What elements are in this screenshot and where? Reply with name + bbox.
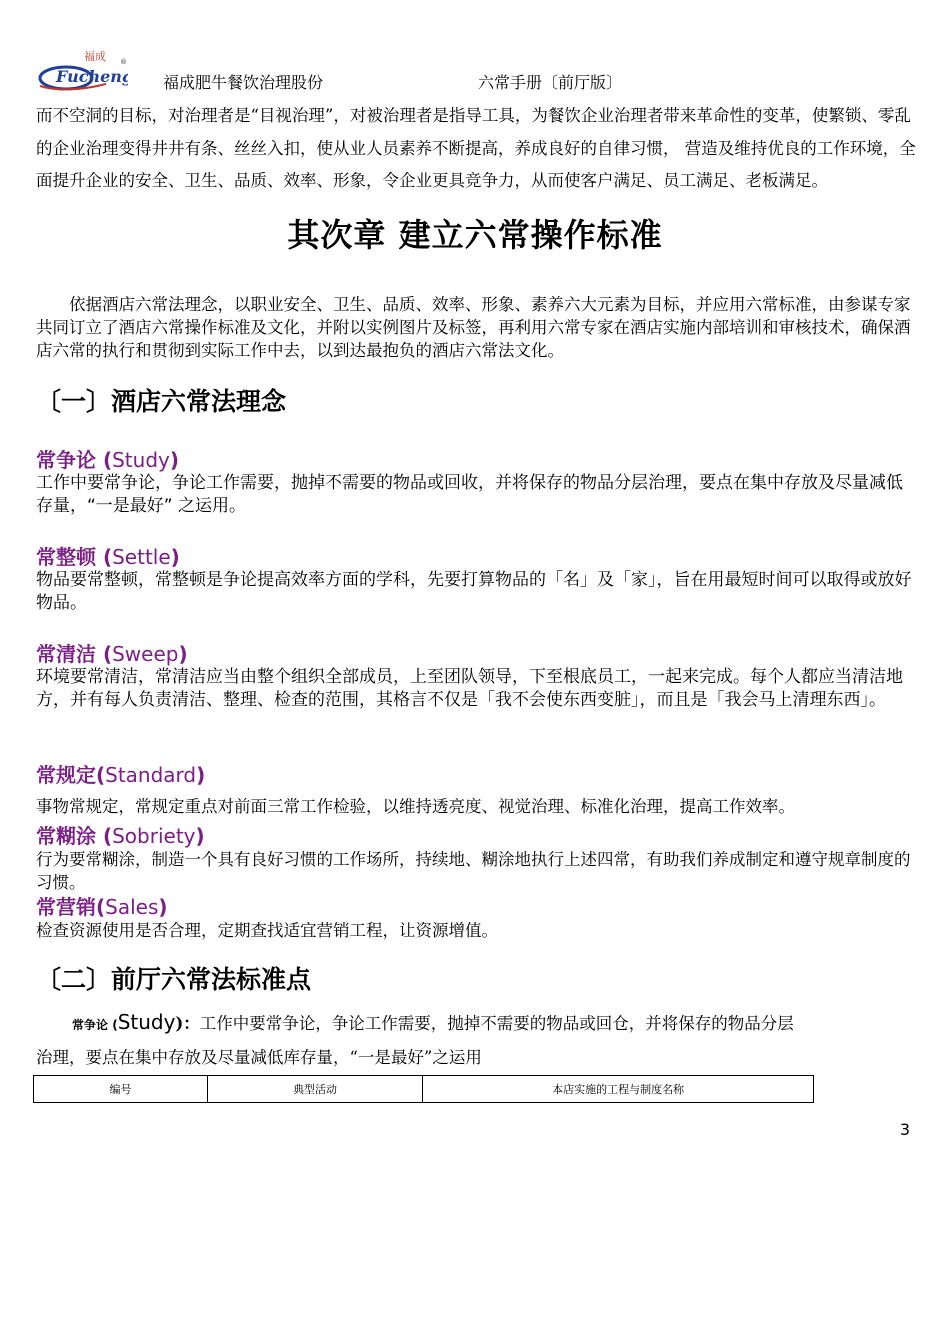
table-header-project: 本店实施的工程与制度名称 — [423, 1076, 814, 1103]
section-2-title: 〔二〕前厅六常法标准点 — [36, 965, 312, 994]
header-manual-title: 六常手册〔前厅版〕 — [478, 73, 623, 92]
term-sweep-desc: 环境要常清洁，常清洁应当由整个组织全部成员，上至团队领导，下至根底员工，一起来完成。每个人都应当清洁地方，并有每人负责清洁、整理、检查的范围，其格言不仅是「我不会使东西变脏」，而且是「我会马上清理东西」。 — [36, 667, 903, 710]
term-sobriety-heading: 常糊涂 (Sobriety) — [36, 824, 205, 848]
term-sobriety-desc: 行为要常糊涂，制造一个具有良好习惯的工作场所，持续地、糊涂地执行上述四常，有助我们养成制定和遵守规章制度的习惯。 — [36, 850, 911, 892]
logo-en-text: Fucheng — [56, 67, 128, 86]
term-study-desc: 工作中要常争论，争论工作需要，抛掉不需要的物品或回收，并将保存的物品分层治理，要点在集中存放及尽量减低存量，“一是最好” 之运用。 — [36, 473, 903, 516]
logo-graphic — [36, 46, 128, 94]
term-sweep-heading: 常清洁 (Sweep) — [36, 642, 188, 666]
term-standard-desc: 事物常规定，常规定重点对前面三常工作检验，以维持透亮度、视觉治理、标准化治理，提高工作效率。 — [36, 797, 795, 816]
term-standard-heading: 常规定(Standard) — [36, 763, 206, 787]
header-company: 福成肥牛餐饮治理股份 — [163, 73, 324, 92]
page-number: 3 — [899, 1120, 910, 1139]
term-settle-heading: 常整顿 (Settle) — [36, 545, 180, 569]
standard-point-en: Study — [117, 1010, 176, 1034]
term-sales-heading: 常营销(Sales) — [36, 895, 168, 919]
standard-point-line2: 治理，要点在集中存放及尽量减低库存量，“一是最好”之运用 — [36, 1048, 482, 1067]
section-1-title: 〔一〕酒店六常法理念 — [36, 387, 287, 416]
term-sales-desc: 检查资源使用是否合理，定期查找适宜营销工程，让资源增值。 — [36, 921, 498, 940]
standard-point-label: 常争论 — [72, 1018, 109, 1032]
standard-point-line1: 常争论 (Study)：工作中要常争论，争论工作需要，抛掉不需要的物品或回仓，并将保存的物品分层 — [72, 1010, 794, 1034]
intro-paragraph: 而不空洞的目标，对治理者是“目视治理”，对被治理者是指导工具，为餐饮企业治理者带来革命性的变革，使繁锁、零乱的企业治理变得井井有条、丝丝入扣，使从业人员素养不断提高，养成良好的自律习惯， 营造及维持优良的工作环境，全面提升企业的安全、卫生、品质、效率、形象，令企业更具竞争力，从而使客户满足、员工满足、老板满足。 — [36, 106, 916, 190]
table-header-row — [34, 1076, 814, 1103]
table-header-number: 编号 — [34, 1076, 208, 1103]
chapter-title: 其次章 建立六常操作标准 — [287, 216, 663, 254]
logo-cn-text: 福成 — [84, 50, 106, 63]
standards-table — [33, 1075, 814, 1103]
chapter-intro: 依据酒店六常法理念，以职业安全、卫生、品质、效率、形象、素养六大元素为目标，并应用六常标准，由参谋专家共同订立了酒店六常操作标准及文化，并附以实例图片及标签，再利用六常专家在酒店实施内部培训和审核技术，确保酒店六常的执行和贯彻到实际工作中去，以到达最抱负的酒店六常法文化。 — [36, 295, 911, 360]
term-study-heading: 常争论 (Study) — [36, 448, 179, 472]
logo-registered-mark: ® — [120, 58, 127, 66]
company-logo — [36, 46, 128, 94]
term-settle-desc: 物品要常整顿，常整顿是争论提高效率方面的学科，先要打算物品的「名」及「家」，旨在用最短时间可以取得或放好物品。 — [36, 570, 912, 613]
table-header-activity: 典型活动 — [207, 1076, 422, 1103]
standard-point-text: 工作中要常争论，争论工作需要，抛掉不需要的物品或回仓，并将保存的物品分层 — [199, 1014, 794, 1033]
